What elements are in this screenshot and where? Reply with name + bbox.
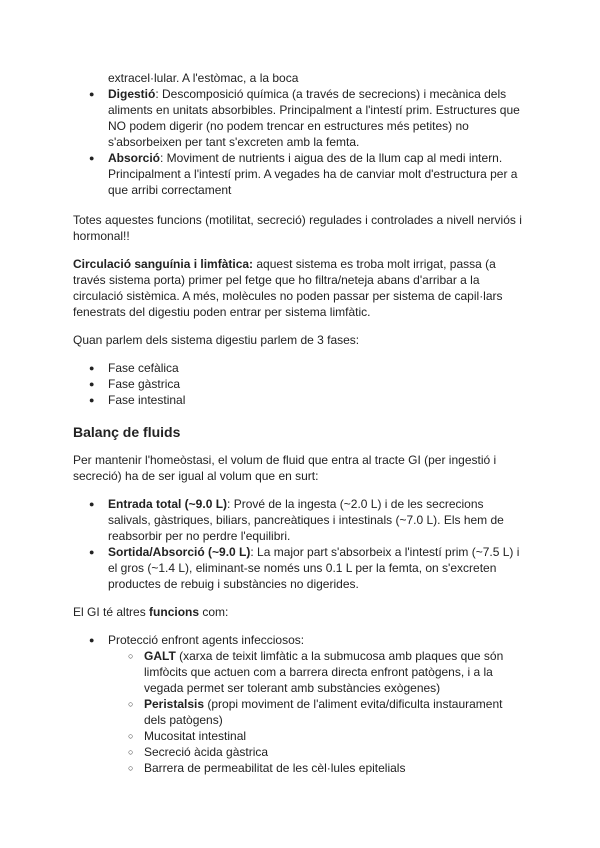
bullet-icon: ● — [89, 379, 95, 389]
sub-item: Secreció àcida gàstrica — [144, 745, 269, 759]
circle-bullet-icon: ○ — [128, 747, 134, 757]
circle-bullet-icon: ○ — [128, 651, 134, 661]
list-item-entrada — [108, 496, 484, 512]
text: : Moviment de nutrients i aigua des de la llum cap al medi intern. — [160, 151, 503, 165]
term-digestio: Digestió — [108, 87, 156, 101]
text-line: circulació sistèmica. A més, molècules no poden passar per sistema de capil·lars — [73, 289, 503, 303]
term-circulacio: Circulació sanguínia i limfàtica: — [73, 257, 254, 271]
section-heading: Balanç de fluids — [73, 424, 181, 440]
sub-item: Barrera de permeabilitat de les cèl·lules epitelials — [144, 761, 406, 775]
text-line: el gros (~1.4 L), eliminant-se només uns 0.1 L per la femta, on s'excreten — [108, 561, 497, 575]
paragraph-funcions: Totes aquestes funcions (motilitat, secreció) regulades i controlades a nivell nerviós i — [73, 213, 522, 227]
circle-bullet-icon: ○ — [128, 731, 134, 741]
list-item-fase: Fase intestinal — [108, 393, 186, 407]
text-line: s'absorbeixen per tant s'excreten amb la femta. — [108, 135, 360, 149]
term-sortida: Sortida/Absorció (~9.0 L) — [108, 545, 251, 559]
list-item-continuation: extracel·lular. A l'estòmac, a la boca — [108, 71, 299, 85]
text: : Descomposició química (a través de secrecions) i mecànica dels — [155, 87, 507, 101]
text: aquest sistema es troba molt irrigat, passa (a — [253, 257, 496, 271]
text-line: salivals, gàstriques, biliars, pancreàtiques i intestinals (~7.0 L). Els hem de — [108, 513, 504, 527]
paragraph-homeostasi: Per mantenir l'homeòstasi, el volum de fluid que entra al tracte GI (per ingestió i — [73, 453, 497, 467]
text-line: Principalment a l'intestí prim. A vegades ha de canviar molt d'estructura per a — [108, 167, 518, 181]
text-line: limfòcits que actuen com a barrera directa enfront patògens, i a la — [144, 665, 493, 679]
term-galt: GALT — [144, 649, 176, 663]
text: com: — [199, 605, 229, 619]
text-line: productes de rebuig i substàncies no digerides. — [108, 577, 359, 591]
sub-item-galt — [144, 648, 503, 664]
text: El GI té altres — [73, 605, 150, 619]
sub-item-peristalsis — [144, 696, 502, 712]
bullet-icon: ● — [89, 153, 95, 163]
list-item-digestio — [108, 86, 506, 102]
bullet-icon: ● — [89, 547, 95, 557]
text-line: hormonal!! — [73, 229, 130, 243]
circle-bullet-icon: ○ — [128, 763, 134, 773]
text: (propi moviment de l'aliment evita/dificulta instaurament — [204, 697, 503, 711]
bullet-icon: ● — [89, 363, 95, 373]
sub-item: Mucositat intestinal — [144, 729, 247, 743]
text-line: través sistema porta) primer pel fetge que ho filtra/neteja abans d'arribar a la — [73, 273, 480, 287]
text-line: secreció) ha de ser igual al volum que en surt: — [73, 469, 319, 483]
paragraph-fases: Quan parlem dels sistema digestiu parlem de 3 fases: — [73, 333, 360, 347]
list-item-fase: Fase gàstrica — [108, 377, 181, 391]
text-line: fenestrats del digestiu poden entrar per sistema limfàtic. — [73, 305, 371, 319]
bullet-icon: ● — [89, 499, 95, 509]
term-entrada: Entrada total (~9.0 L) — [108, 497, 228, 511]
bullet-icon: ● — [89, 635, 95, 645]
term-absorcio: Absorció — [108, 151, 161, 165]
text: : La major part s'absorbeix a l'intestí prim (~7.5 L) i — [250, 545, 520, 559]
term-funcions: funcions — [149, 605, 200, 619]
text: : Prové de la ingesta (~2.0 L) i de les secrecions — [227, 497, 484, 511]
list-item-sortida — [108, 544, 519, 560]
list-item-proteccio: Protecció enfront agents infecciosos: — [108, 633, 305, 647]
text-line: vegada permet ser tolerant amb substàncies exògenes) — [144, 681, 441, 695]
text-line: que arribi correctament — [108, 183, 232, 197]
paragraph-gi — [73, 604, 228, 620]
list-item-fase: Fase cefàlica — [108, 361, 179, 375]
text: (xarxa de teixit limfàtic a la submucosa amb plaques que són — [175, 649, 504, 663]
text-line: dels patògens) — [144, 713, 223, 727]
term-peristalsis: Peristalsis — [144, 697, 205, 711]
text-line: NO podem digerir (no podem trencar en estructures més petites) no — [108, 119, 469, 133]
bullet-icon: ● — [89, 395, 95, 405]
text-line: reabsorbir per no perdre l'equilibri. — [108, 529, 291, 543]
text-line: aliments en unitats absorbibles. Principalment a l'intestí prim. Estructures que — [108, 103, 520, 117]
paragraph-circulacio — [73, 256, 496, 272]
bullet-icon: ● — [89, 89, 95, 99]
list-item-absorcio — [108, 150, 502, 166]
circle-bullet-icon: ○ — [128, 699, 134, 709]
